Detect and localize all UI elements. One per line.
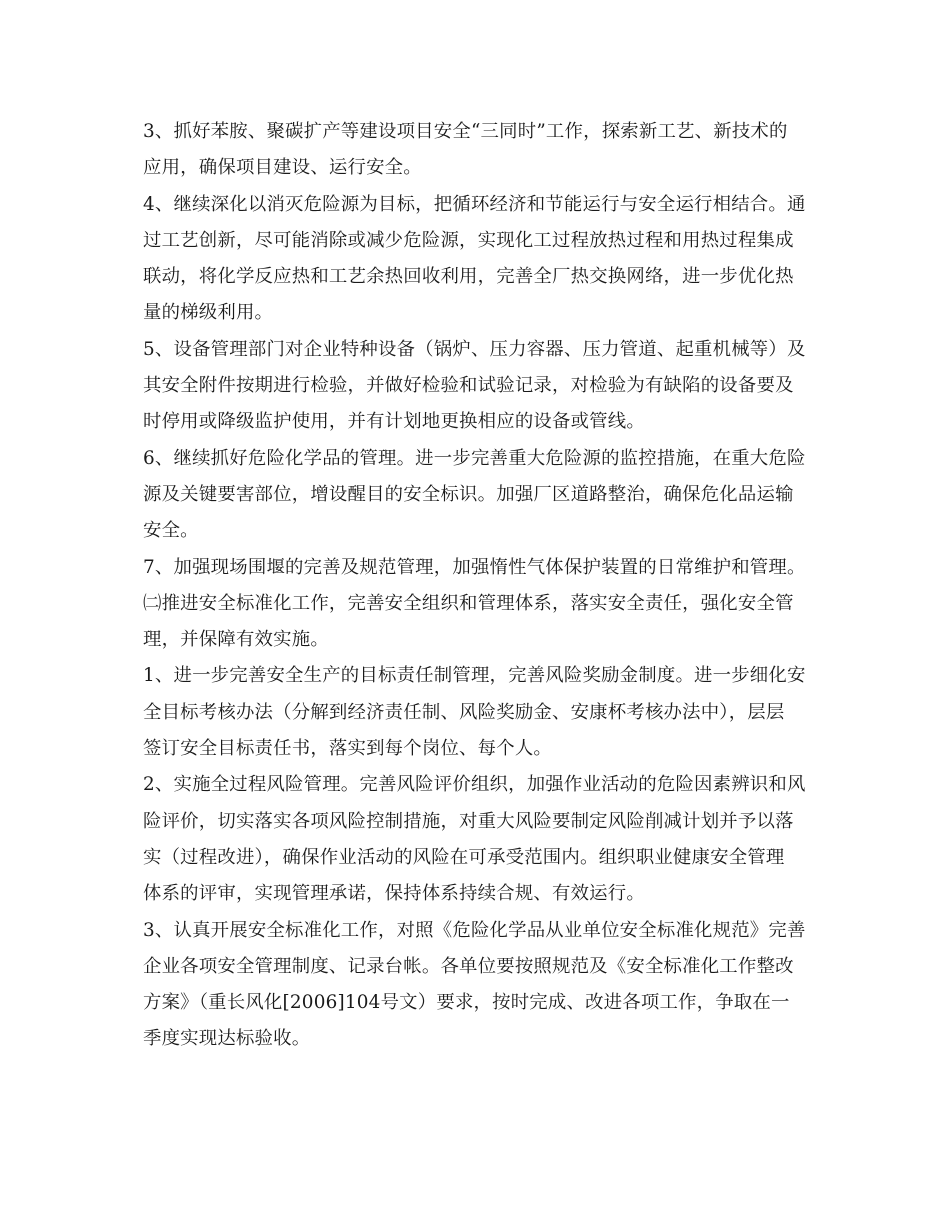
- paragraph-item-7-cofferdam-management: [143, 550, 811, 586]
- text-line: 签订安全目标责任书，落实到每个岗位、每个人。: [143, 738, 552, 760]
- text-line: 季度实现达标验收。: [143, 1028, 311, 1050]
- text-line: 5、设备管理部门对企业特种设备（锅炉、压力容器、压力管道、起重机械等）及: [143, 338, 806, 360]
- paragraph-item-3-construction-safety: [143, 114, 811, 187]
- text-line: 时停用或降级监护使用，并有计划地更换相应的设备或管线。: [143, 411, 645, 433]
- paragraph-item-6-hazardous-chemicals: [143, 441, 811, 550]
- text-line: 6、继续抓好危险化学品的管理。进一步完善重大危险源的监控措施，在重大危险: [143, 447, 806, 469]
- text-line: 源及关键要害部位，增设醒目的安全标识。加强厂区道路整治，确保危化品运输: [143, 483, 794, 505]
- text-line: 2、实施全过程风险管理。完善风险评价组织，加强作业活动的危险因素辨识和风: [143, 774, 806, 796]
- paragraph-item-3-standardization-work: [143, 913, 811, 1058]
- text-line: 全目标考核办法（分解到经济责任制、风险奖励金、安康杯考核办法中），层层: [143, 701, 785, 723]
- text-line: 联动，将化学反应热和工艺余热回收利用，完善全厂热交换网络，进一步优化热: [143, 266, 794, 288]
- text-line: 1、进一步完善安全生产的目标责任制管理，完善风险奖励金制度。进一步细化安: [143, 665, 806, 687]
- paragraph-item-5-special-equipment: [143, 332, 811, 441]
- text-line: 险评价，切实落实各项风险控制措施，对重大风险要制定风险削减计划并予以落: [143, 810, 794, 832]
- text-line: 3、抓好苯胺、聚碳扩产等建设项目安全“三同时”工作，探索新工艺、新技术的: [143, 121, 788, 142]
- text-line: 量的梯级利用。: [143, 302, 274, 324]
- text-line: 4、继续深化以消灭危险源为目标，把循环经济和节能运行与安全运行相结合。通: [143, 193, 806, 215]
- text-line: ㈡推进安全标准化工作，完善安全组织和管理体系，落实安全责任，强化安全管: [143, 592, 794, 614]
- text-line: 体系的评审，实现管理承诺，保持体系持续合规、有效运行。: [143, 883, 645, 905]
- text-line: 3、认真开展安全标准化工作，对照《危险化学品从业单位安全标准化规范》完善: [143, 919, 806, 941]
- text-line: 过工艺创新，尽可能消除或减少危险源，实现化工过程放热过程和用热过程集成: [143, 229, 794, 251]
- document-body: [143, 114, 811, 1058]
- text-line: 企业各项安全管理制度、记录台帐。各单位要按照规范及《安全标准化工作整改: [143, 955, 794, 977]
- text-line: 应用，确保项目建设、运行安全。: [143, 157, 422, 179]
- paragraph-item-4-hazard-elimination: [143, 187, 811, 332]
- section-heading-safety-standardization: [143, 586, 811, 659]
- text-line: 其安全附件按期进行检验，并做好检验和试验记录，对检验为有缺陷的设备要及: [143, 375, 794, 397]
- paragraph-item-1-responsibility-system: [143, 658, 811, 767]
- paragraph-item-2-risk-management: [143, 767, 811, 912]
- text-line: 方案》（重长风化[2006]104号文）要求，按时完成、改进各项工作，争取在一: [143, 992, 790, 1014]
- text-line: 理，并保障有效实施。: [143, 629, 329, 651]
- text-line: 7、加强现场围堰的完善及规范管理，加强惰性气体保护装置的日常维护和管理。: [143, 556, 806, 578]
- text-line: 实（过程改进），确保作业活动的风险在可承受范围内。组织职业健康安全管理: [143, 846, 785, 868]
- text-line: 安全。: [143, 520, 199, 542]
